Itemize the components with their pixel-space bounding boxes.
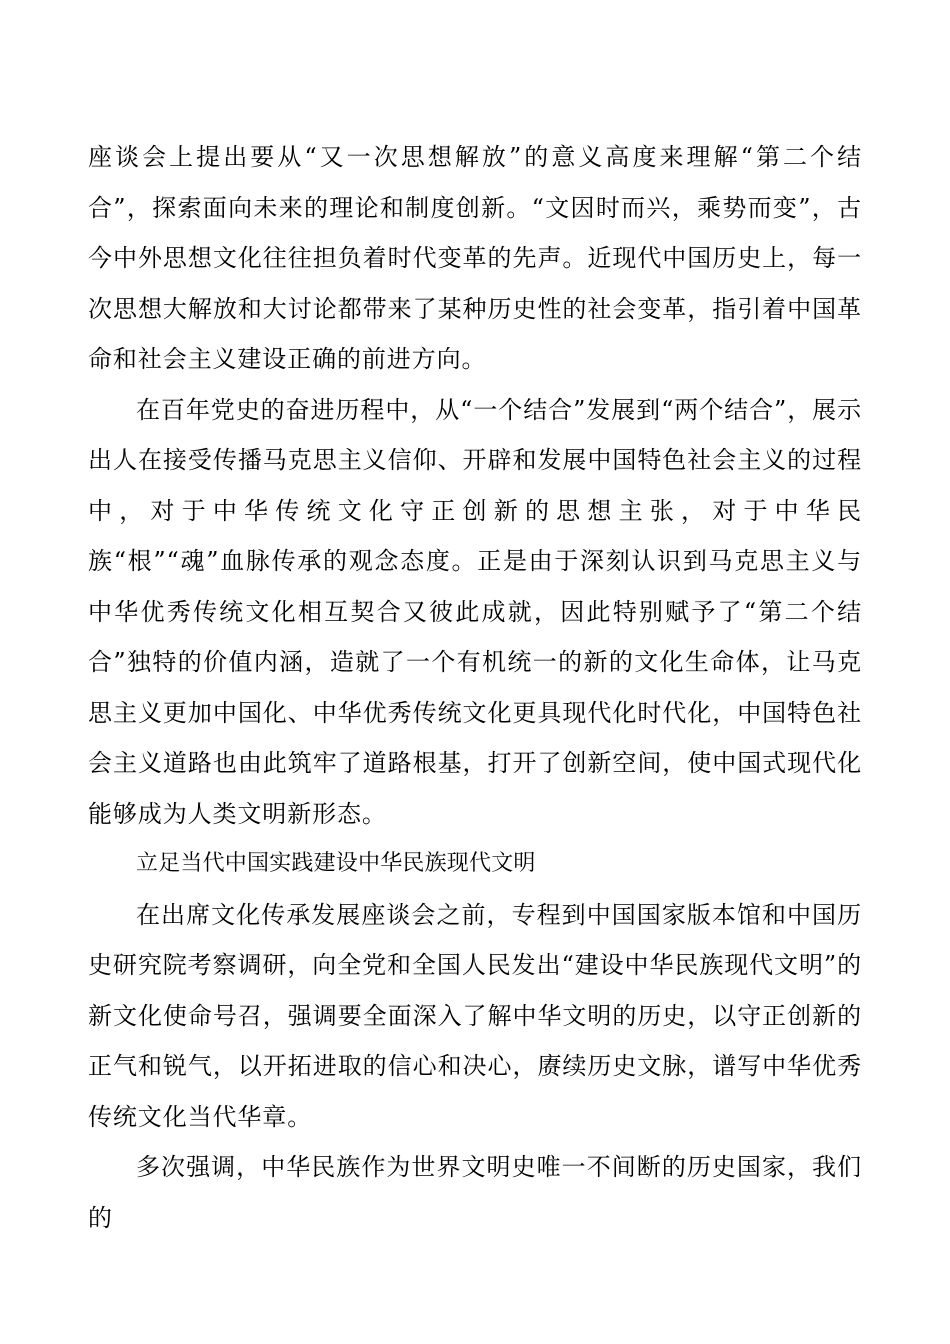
paragraph-history: 在百年党史的奋进历程中，从“一个结合”发展到“两个结合”，展示出人在接受传播马克思主义信仰、开辟和发展中国特色社会主义的过程中，对于中华传统文化守正创新的思想主张，对于中华民族“根”“魂”血脉传承的观念态度。正是由于深刻认识到马克思主义与中华优秀传统文化相互契合又彼此成就，因此特别赋予了“第二个结合”独特的价值内涵，造就了一个有机统一的新的文化生命体，让马克思主义更加中国化、中华优秀传统文化更具现代化时代化，中国特色社会主义道路也由此筑牢了道路根基，打开了创新空间，使中国式现代化能够成为人类文明新形态。: [88, 395, 862, 828]
paragraph-visit: 在出席文化传承发展座谈会之前，专程到中国国家版本馆和中国历史研究院考察调研，向全党和全国人民发出“建设中华民族现代文明”的新文化使命号召，强调要全面深入了解中华文明的历史，以守正创新的正气和锐气，以开拓进取的信心和决心，赓续历史文脉，谱写中华优秀传统文化当代华章。: [88, 900, 862, 1131]
section-heading: 立足当代中国实践建设中华民族现代文明: [136, 851, 536, 876]
document-body: [88, 132, 862, 1243]
paragraph-emphasis: 多次强调，中华民族作为世界文明史唯一不间断的历史国家，我们的: [88, 1153, 862, 1232]
paragraph-continued: 座谈会上提出要从“又一次思想解放”的意义高度来理解“第二个结合”，探索面向未来的理论和制度创新。“文因时而兴，乘势而变”，古今中外思想文化往往担负着时代变革的先声。近现代中国历史上，每一次思想大解放和大讨论都带来了某种历史性的社会变革，指引着中国革命和社会主义建设正确的前进方向。: [88, 143, 862, 373]
